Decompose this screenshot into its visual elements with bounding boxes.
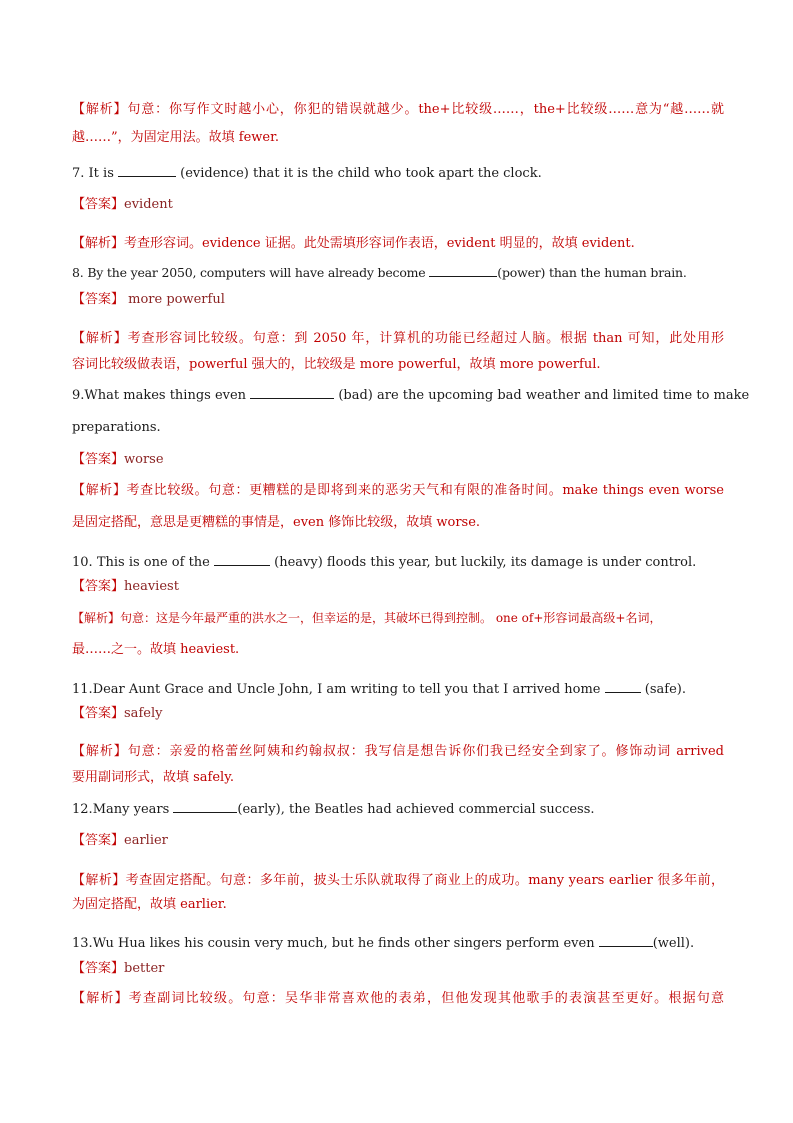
answer-blank[interactable] [250,386,334,399]
analysis-q9 [72,482,724,532]
question-8 [72,264,724,282]
question-number: 13. [72,936,93,951]
question-number: 10. [72,555,97,570]
answer-blank[interactable] [429,264,497,277]
answer-label: 【答案】 [72,292,125,307]
answer-blank[interactable] [173,800,237,813]
answer-text: earlier [124,833,168,848]
question-text: Dear Aunt Grace and Uncle John, I am writing to tell you that I arrived home [92,682,605,697]
answer-8 [72,291,724,309]
question-text: It is [88,166,118,181]
question-text: (well). [652,936,695,951]
question-text: (heavy) floods this year, but luckily, its damage is under control. [270,555,697,570]
analysis-line: 【解析】考查副词比较级。句意：吴华非常喜欢他的表弟，但他发现其他歌手的表演甚至更好。根据句意 [72,991,724,1006]
analysis-line: 要用副词形式，故填 safely. [72,770,234,785]
question-number: 9. [72,388,85,403]
question-number: 8. [72,265,88,280]
question-number: 7. [72,166,89,181]
answer-blank[interactable] [118,164,176,177]
question-text: (bad) are the upcoming bad weather and limited time to make [334,388,750,403]
question-text: Many years [92,802,174,817]
analysis-line: 【解析】考查形容词。evidence 证据。此处需填形容词作表语，evident 明显的，故填 evident. [72,236,635,251]
answer-label: 【答案】 [72,197,125,212]
answer-blank[interactable] [599,934,653,947]
analysis-q8 [72,330,724,374]
question-text: (evidence) that it is the child who took apart the clock. [176,166,542,181]
question-10 [72,553,724,572]
analysis-q12 [72,872,724,914]
question-text: By the year 2050, computers will have already become [87,265,430,280]
question-text: (early), the Beatles had achieved commercial success. [237,802,595,817]
answer-text: evident [124,197,173,212]
question-text: (power) than the human brain. [497,265,687,280]
analysis-q13 [72,990,724,1008]
answer-12 [72,832,724,850]
analysis-line: 【解析】考查比较级。句意：更糟糕的是即将到来的恶劣天气和有限的准备时间。make things even worse [72,483,724,498]
answer-label: 【答案】 [72,452,125,467]
answer-text: safely [124,706,163,721]
answer-10 [72,578,724,596]
analysis-line: 【解析】句意：你写作文时越小心，你犯的错误就越少。the+比较级……，the+比较级……意为“越……就 [72,102,724,117]
question-7 [72,164,724,183]
analysis-line: 【解析】考查固定搭配。句意：多年前，披头士乐队就取得了商业上的成功。many years earlier 很多年前， [72,873,724,888]
answer-9 [72,451,724,469]
analysis-line: 容词比较级做表语，powerful 强大的，比较级是 more powerful，故填 more powerful. [72,357,601,372]
question-text: (safe). [640,682,686,697]
question-text: This is one of the [96,555,214,570]
answer-label: 【答案】 [72,961,125,976]
analysis-line: 越……”，为固定用法。故填 fewer. [72,130,280,145]
analysis-line: 【解析】考查形容词比较级。句意：到 2050 年，计算机的功能已经超过人脑。根据 than 可知，此处用形 [72,331,724,346]
answer-7 [72,196,724,214]
analysis-line: 【解析】句意：这是今年最严重的洪水之一，但幸运的是，其破坏已得到控制。 one of+形容词最高级+名词， [72,611,662,625]
analysis-line: 为固定搭配，故填 earlier. [72,897,227,912]
answer-text: worse [124,452,164,467]
answer-text: heaviest [124,579,179,594]
answer-blank[interactable] [214,553,270,566]
question-12 [72,800,724,819]
answer-text: more powerful [124,292,225,307]
question-text: What makes things even [84,388,251,403]
answer-label: 【答案】 [72,833,125,848]
analysis-q11 [72,743,724,787]
question-9 [72,386,750,437]
question-number: 12. [72,802,93,817]
answer-label: 【答案】 [72,579,125,594]
question-11 [72,680,724,699]
analysis-q7 [72,235,724,253]
analysis-line: 最……之一。故填 heaviest. [72,642,240,657]
answer-11 [72,705,724,723]
analysis-line: 是固定搭配，意思是更糟糕的事情是，even 修饰比较级，故填 worse. [72,515,481,530]
answer-text: better [124,961,165,976]
answer-blank[interactable] [605,680,641,693]
analysis-q6 [72,101,724,147]
analysis-q10 [72,609,724,659]
answer-label: 【答案】 [72,706,125,721]
question-text: preparations. [72,420,161,435]
question-13 [72,934,724,953]
answer-13 [72,960,724,978]
question-text: Wu Hua likes his cousin very much, but he finds other singers perform even [92,936,599,951]
question-number: 11. [72,682,93,697]
analysis-line: 【解析】句意：亲爱的格蕾丝阿姨和约翰叔叔：我写信是想告诉你们我已经安全到家了。修饰动词 arrived [72,744,724,759]
